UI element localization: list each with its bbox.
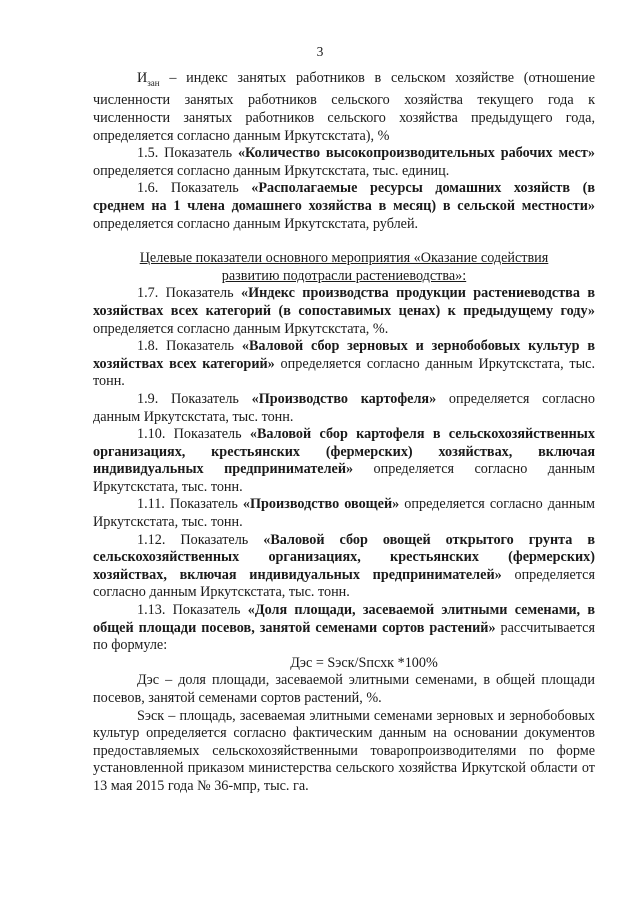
paragraph-1-13	[93, 602, 595, 655]
page-number: 3	[316, 44, 324, 59]
p19-indicator-name: «Производство картофеля»	[251, 390, 437, 407]
p113-rest: рассчитывается по формуле:	[93, 619, 596, 654]
p15-prefix: 1.5. Показатель	[137, 145, 238, 162]
p112-indicator-name: «Валовой сбор овощей открытого грунта в сельскохозяйственных организациях, крестьянских (фермерских) хозяйствах, включая индивидуальных предпринимателей»	[93, 531, 595, 583]
paragraph-1-8	[93, 338, 595, 391]
paragraph-1-12	[93, 532, 595, 602]
p111-prefix: 1.11. Показатель	[137, 496, 243, 513]
paragraph-1-9	[93, 391, 595, 426]
paragraph-izan	[93, 70, 595, 145]
paragraph-1-5	[93, 145, 595, 180]
paragraph-1-7	[93, 285, 595, 338]
p18-indicator-name: «Валовой сбор зерновых и зернобобовых культур в хозяйствах всех категорий»	[93, 338, 595, 372]
p15-indicator-name: «Количество высокопроизводительных рабочих мест»	[237, 145, 595, 162]
p111-rest: определяется согласно данным Иркутскстата, тыс. тонн.	[93, 496, 595, 531]
p112-rest: определяется согласно данным Иркутскстата, тыс. тонн.	[93, 566, 595, 601]
p19-prefix: 1.9. Показатель	[137, 390, 252, 407]
izan-definition: – индекс занятых работников в сельском хозяйстве (отношение численности занятых работников сельского хозяйства текущего года к численности занятых работников сельского хозяйства предыдущего года, определяется согласно данным Иркутскстата), %	[93, 70, 595, 144]
p113-indicator-name: «Доля площади, засеваемой элитными семенами, в общей площади посевов, занятой семенами сортов растений»	[93, 602, 595, 636]
p15-rest: определяется согласно данным Иркутскстата, тыс. единиц.	[93, 162, 450, 179]
p110-indicator-name: «Валовой сбор картофеля в сельскохозяйственных организациях, крестьянских (фермерских) хозяйствах, включая индивидуальных предпринимателей»	[93, 426, 595, 478]
paragraph-1-11	[93, 496, 595, 531]
p17-indicator-name: «Индекс производства продукции растениеводства в хозяйствах всех категорий (в сопоставимых ценах) к предыдущему году»	[93, 285, 595, 319]
izan-symbol: И	[137, 70, 148, 86]
p16-rest: определяется согласно данным Иркутскстата, рублей.	[93, 215, 419, 232]
p112-prefix: 1.12. Показатель	[137, 531, 264, 548]
spacer	[93, 233, 595, 250]
p16-prefix: 1.6. Показатель	[137, 180, 252, 197]
paragraph-des-definition: Дэс – доля площади, засеваемой элитными семенами, в общей площади посевов, занятой семенами сортов растений, %.	[93, 672, 595, 707]
paragraph-sesk-definition: Sэск – площадь, засеваемая элитными семенами зерновых и зернобобовых культур определяется согласно фактическим данным на основании документов предоставляемых сельскохозяйственными товаропроизводителями по форме установленной приказом министерства сельского хозяйства Иркутской области от 13 мая 2015 года № 36-мпр, тыс. га.	[93, 707, 595, 794]
formula: Дэс = Sэск/Sпсхк *100%	[290, 654, 438, 671]
p113-prefix: 1.13. Показатель	[137, 602, 248, 619]
section-heading-line-1: Целевые показатели основного мероприятия «Оказание содействия	[139, 250, 549, 267]
document-body	[93, 70, 595, 796]
p19-rest: определяется согласно данным Иркутскстата, тыс. тонн.	[93, 390, 595, 425]
paragraph-1-10	[93, 426, 595, 496]
section-heading-line-2: развитию подотрасли растениеводства»:	[221, 267, 467, 284]
p110-prefix: 1.10. Показатель	[137, 426, 250, 443]
paragraph-1-6	[93, 180, 595, 233]
p16-indicator-name: «Располагаемые ресурсы домашних хозяйств (в среднем на 1 члена домашнего хозяйства в месяц) в сельской местности»	[93, 180, 595, 214]
p18-rest: определяется согласно данным Иркутскстата, тыс. тонн.	[93, 355, 595, 390]
p111-indicator-name: «Производство овощей»	[242, 496, 400, 513]
p17-rest: определяется согласно данным Иркутскстата, %.	[93, 320, 389, 337]
p18-prefix: 1.8. Показатель	[137, 338, 242, 355]
p110-rest: определяется согласно данным Иркутскстата, тыс. тонн.	[93, 461, 595, 495]
izan-subscript: зан	[147, 77, 160, 88]
p17-prefix: 1.7. Показатель	[137, 285, 241, 302]
